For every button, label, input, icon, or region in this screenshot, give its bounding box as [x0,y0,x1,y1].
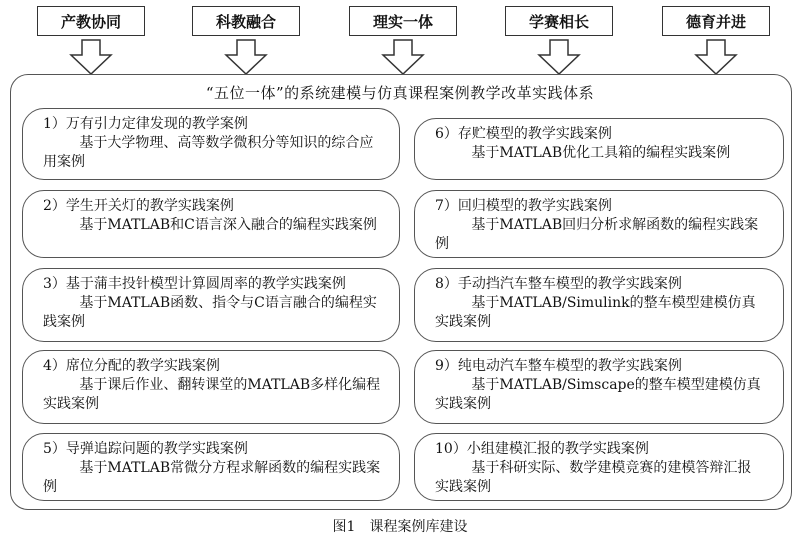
case-box-3 [22,268,400,342]
down-arrow-icon [694,39,738,75]
case-desc: 基于MATLAB回归分析求解函数的编程实践案例 [435,217,759,252]
top-box-label: 理实一体 [372,12,433,31]
case-box-8 [414,268,784,342]
case-box-10 [414,433,784,501]
down-arrow-icon [224,39,268,75]
case-desc: 基于MATLAB函数、指令与C语言融合的编程实践案例 [43,295,377,330]
case-title: 9）纯电动汽车整车模型的教学实践案例 [435,358,682,374]
case-title: 3）基于蒲丰投针模型计算圆周率的教学实践案例 [43,276,346,292]
case-desc: 基于MATLAB/Simscape的整车模型建模仿真实践案例 [435,377,761,412]
case-desc: 基于科研实际、数学建模竞赛的建模答辩汇报实践案例 [435,460,752,495]
case-box-2 [22,190,400,258]
figure-caption: 图1 课程案例库建设 [332,519,468,535]
case-title: 2）学生开关灯的教学实践案例 [43,198,234,214]
case-title: 8）手动挡汽车整车模型的教学实践案例 [435,276,682,292]
case-title: 5）导弹追踪问题的教学实践案例 [43,441,248,457]
case-desc: 基于MATLAB优化工具箱的编程实践案例 [471,145,731,161]
case-desc: 基于MATLAB/Simulink的整车模型建模仿真实践案例 [435,295,756,330]
case-box-5 [22,433,400,501]
top-box-label: 科教融合 [215,12,276,31]
down-arrow-icon [69,39,113,75]
top-box-4 [505,6,613,36]
case-title: 4）席位分配的教学实践案例 [43,358,220,374]
top-box-3 [349,6,457,36]
top-box-label: 学赛相长 [528,12,589,31]
top-box-label: 产教协同 [60,12,121,31]
case-desc: 基于MATLAB和C语言深入融合的编程实践案例 [79,217,377,233]
down-arrow-icon [381,39,425,75]
case-box-7 [414,190,784,258]
frame-title: “五位一体”的系统建模与仿真课程案例教学改革实践体系 [205,84,595,102]
case-desc: 基于大学物理、高等数学微积分等知识的综合应用案例 [43,135,374,170]
top-box-2 [192,6,300,36]
case-title: 7）回归模型的教学实践案例 [435,198,612,214]
case-box-6 [414,118,784,180]
case-box-9 [414,350,784,424]
case-title: 1）万有引力定律发现的教学案例 [43,116,248,132]
case-title: 10）小组建模汇报的教学实践案例 [435,441,649,457]
top-box-5 [662,6,770,36]
top-box-label: 德育并进 [685,12,746,31]
top-box-1 [37,6,145,36]
case-desc: 基于MATLAB常微分方程求解函数的编程实践案例 [43,460,381,495]
case-box-1 [22,108,400,180]
down-arrow-icon [537,39,581,75]
case-desc: 基于课后作业、翻转课堂的MATLAB多样化编程实践案例 [43,377,381,412]
case-title: 6）存贮模型的教学实践案例 [435,126,612,142]
case-box-4 [22,350,400,424]
